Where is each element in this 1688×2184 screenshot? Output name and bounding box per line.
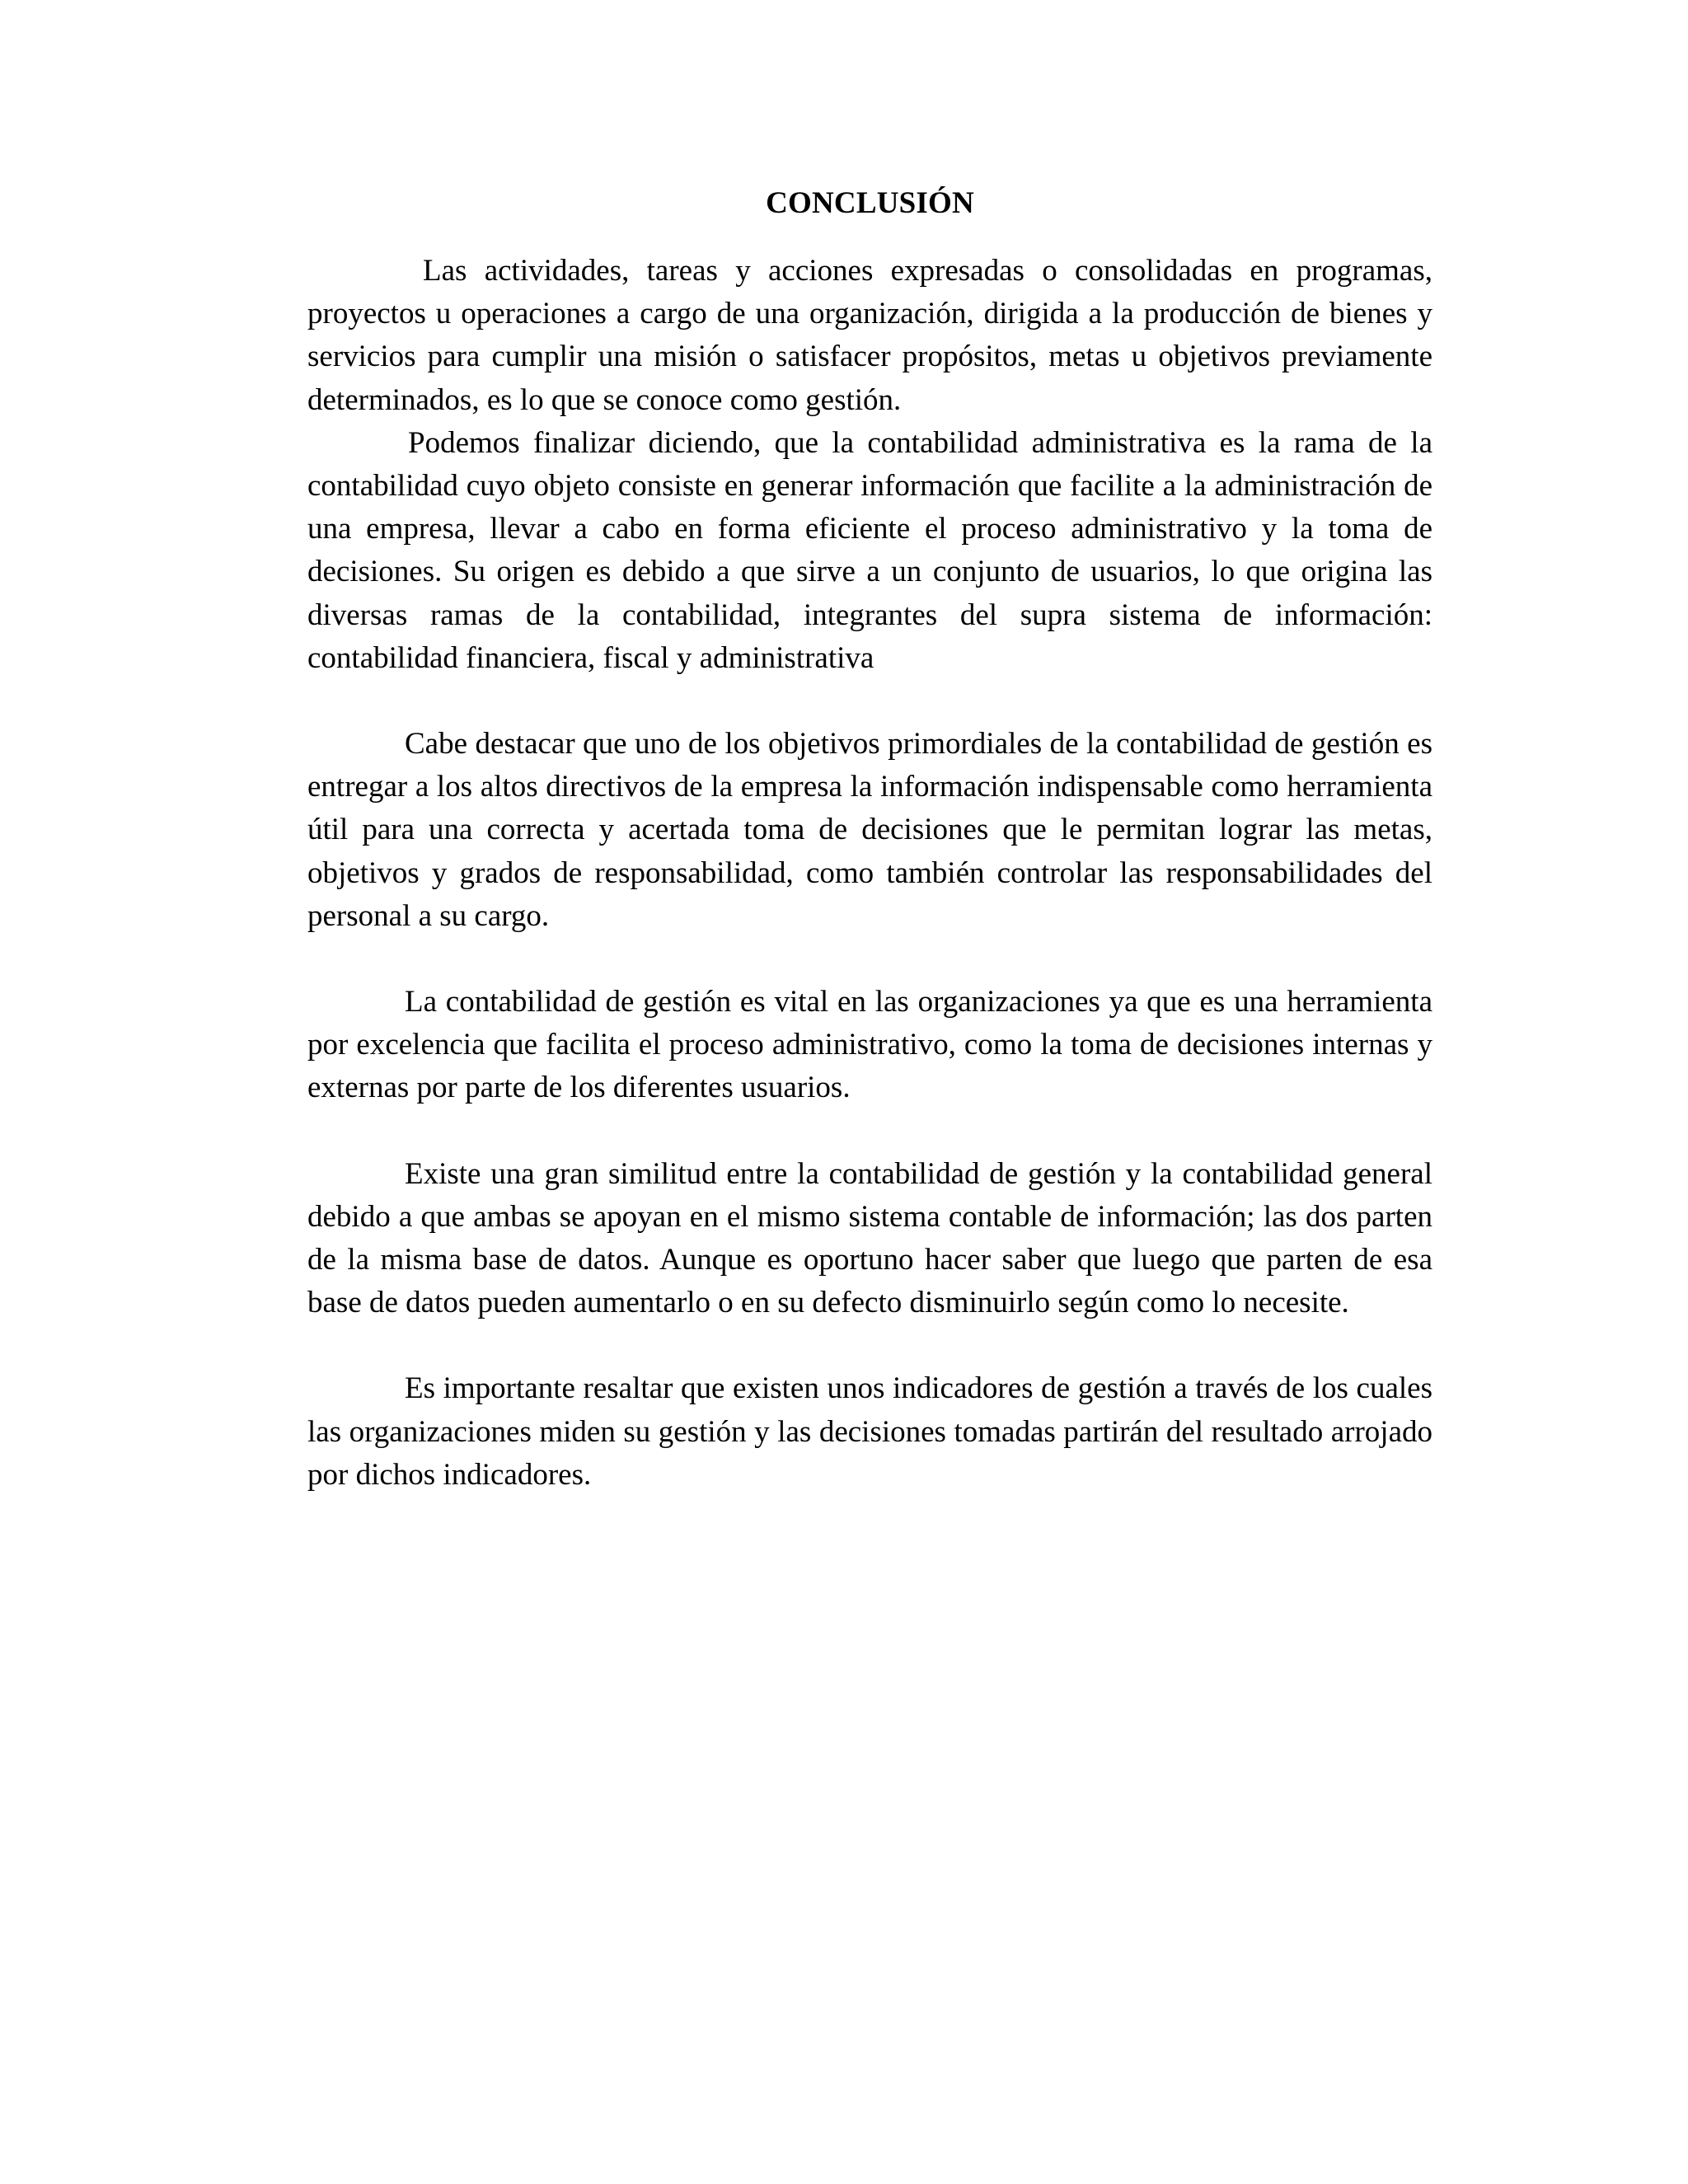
paragraph-contabilidad-administrativa: Podemos finalizar diciendo, que la contabilidad administrativa es la rama de la contabilidad cuyo objeto consiste en generar información que facilite a la administración de una empresa, llevar a cabo en forma eficiente el proceso administrativo y la toma de decisiones. Su origen es debido a que sirve a un conjunto de usuarios, lo que origina las diversas ramas de la contabilidad, integrantes del supra sistema de información: contabilidad financiera, fiscal y administrativa (307, 425, 1432, 675)
paragraph-similitud: Existe una gran similitud entre la contabilidad de gestión y la contabilidad general debido a que ambas se apoyan en el mismo sistema contable de información; las dos parten de la misma base de datos. Aunque es oportuno hacer saber que luego que parten de esa base de datos pueden aumentarlo o en su defecto disminuirlo según como lo necesite. (307, 1156, 1432, 1320)
paragraph-objetivos-primordiales: Cabe destacar que uno de los objetivos primordiales de la contabilidad de gestión es entregar a los altos directivos de la empresa la información indispensable como herramienta útil para una correcta y acertada toma de decisiones que le permitan lograr las metas, objetivos y grados de responsabilidad, como también controlar las responsabilidades del personal a su cargo. (307, 727, 1432, 933)
paragraph-gestion-definicion: Las actividades, tareas y acciones expresadas o consolidadas en programas, proyectos u operaciones a cargo de una organización, dirigida a la producción de bienes y servicios para cumplir una misión o satisfacer propósitos, metas u objetivos previamente determinados, es lo que se conoce como gestión. (307, 254, 1432, 417)
paragraph-contabilidad-vital: La contabilidad de gestión es vital en las organizaciones ya que es una herramienta por excelencia que facilita el proceso administrativo, como la toma de decisiones internas y externas por parte de los diferentes usuarios. (307, 985, 1432, 1105)
page-title: CONCLUSIÓN (766, 186, 974, 220)
paragraph-indicadores: Es importante resaltar que existen unos indicadores de gestión a través de los cuales las organizaciones miden su gestión y las decisiones tomadas partirán del resultado arrojado por dichos indicadores. (307, 1371, 1432, 1492)
document-body (307, 188, 1432, 1497)
